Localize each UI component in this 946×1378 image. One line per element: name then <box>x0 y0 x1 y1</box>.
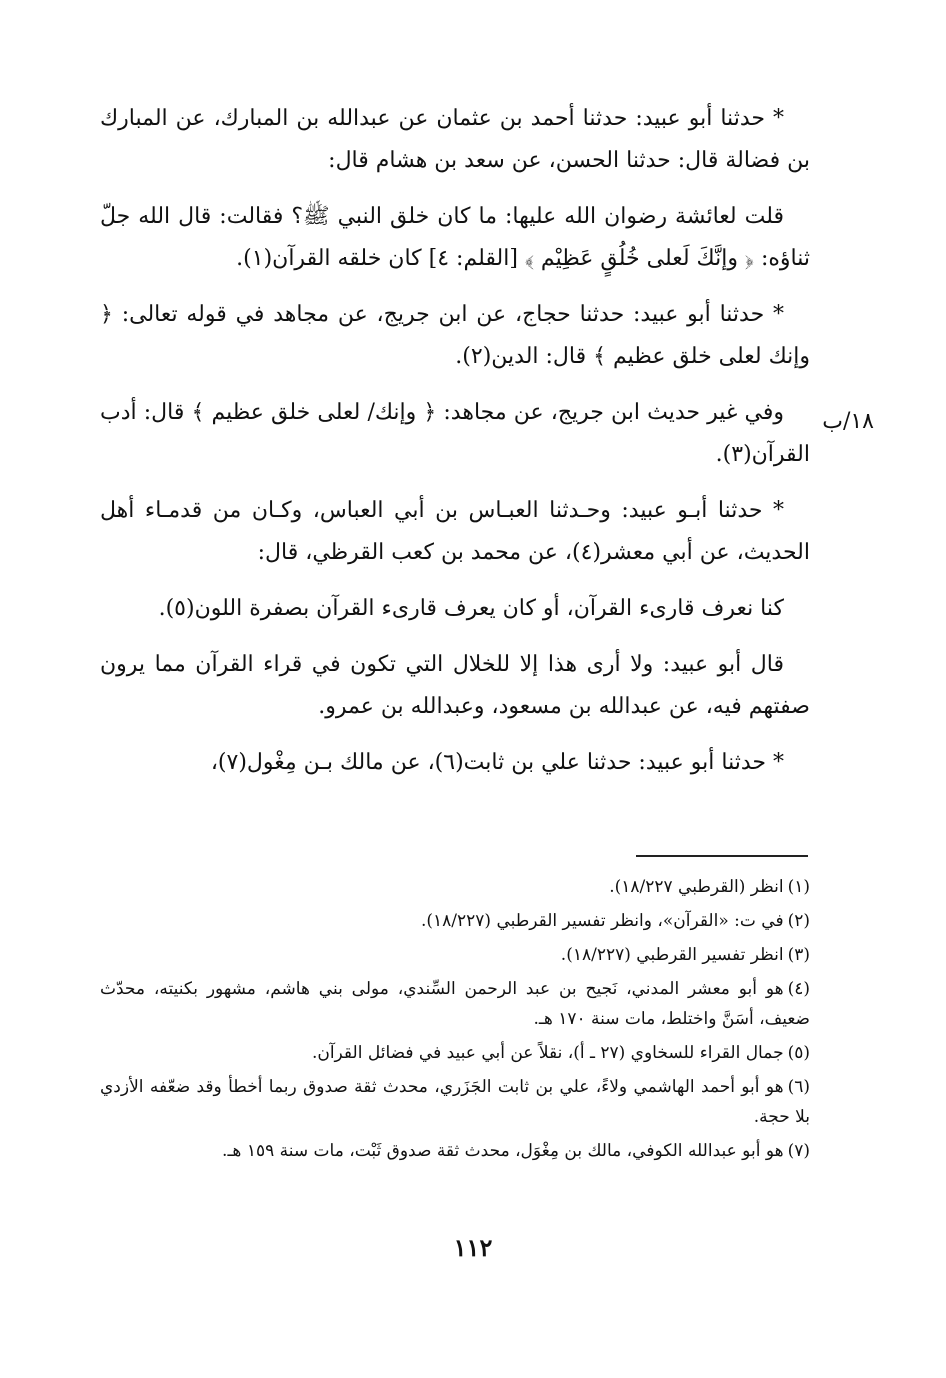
paragraph-4: وفي غير حديث ابن جريج، عن مجاهد: ﴿ وإنك/ لعلى خلق عظيم ﴾ قال: أدب القرآن(٣). <box>100 400 810 467</box>
main-text <box>100 98 810 784</box>
footnote-5 <box>100 1038 810 1068</box>
footnote-3 <box>100 940 810 970</box>
footnote-text: هو أبو عبدالله الكوفي، مالك بن مِغْوَل، محدث ثقة صدوق ثَبْت، مات سنة ١٥٩ هـ. <box>222 1141 784 1161</box>
footnotes <box>100 872 810 1166</box>
footnote-7 <box>100 1136 810 1166</box>
footnote-number: (٢) <box>787 911 810 931</box>
footnote-4 <box>100 974 810 1034</box>
footnote-text: هو أبو أحمد الهاشمي ولاءً، علي بن ثابت الجَزَري، محدث ثقة صدوق ربما أخطأ وقد ضعّفه الأزدي بلا حجة. <box>100 1077 810 1127</box>
footnote-text: انظر (القرطبي ١٨/٢٢٧). <box>609 877 784 897</box>
footnote-text: في ت: «القرآن»، وانظر تفسير القرطبي (١٨/٢٢٧). <box>420 911 784 931</box>
paragraph-3: * حدثنا أبو عبيد: حدثنا حجاج، عن ابن جريج، عن مجاهد في قوله تعالى: ﴿ وإنك لعلى خلق عظيم ﴾ قال: الدين(٢). <box>100 302 810 369</box>
page-number: ١١٢ <box>453 1233 493 1262</box>
footnote-1 <box>100 872 810 902</box>
footnote-6 <box>100 1072 810 1132</box>
paragraph-6: كنا نعرف قارىء القرآن، أو كان يعرف قارىء القرآن بصفرة اللون(٥). <box>158 596 784 621</box>
footnote-number: (٦) <box>787 1077 810 1097</box>
footnote-number: (١) <box>787 877 810 897</box>
footnote-number: (٤) <box>787 979 810 999</box>
paragraph-8: * حدثنا أبو عبيد: حدثنا علي بن ثابت(٦)، عن مالك بـن مِغْول(٧)، <box>210 750 784 775</box>
margin-folio-note: ١٨/ب <box>822 409 874 434</box>
footnote-divider <box>636 855 808 857</box>
footnote-text: انظر تفسير القرطبي (١٨/٢٢٧). <box>560 945 784 965</box>
footnote-text: هو أبو معشر المدني، نَجيح بن عبد الرحمن السِّندي، مولى بني هاشم، مشهور بكنيته، محدّث ضعيف، أسَنَّ واختلط، مات سنة ١٧٠ هـ. <box>100 979 810 1029</box>
footnote-number: (٧) <box>787 1141 810 1161</box>
paragraph-1: * حدثنا أبو عبيد: حدثنا أحمد بن عثمان عن عبدالله بن المبارك، عن المبارك بن فضالة قال: حدثنا الحسن، عن سعد بن هشام قال: <box>100 106 810 173</box>
footnote-number: (٣) <box>787 945 810 965</box>
footnote-number: (٥) <box>787 1043 810 1063</box>
paragraph-7: قال أبو عبيد: ولا أرى هذا إلا للخلال التي تكون في قراء القرآن مما يرون صفتهم فيه، عن عبدالله بن مسعود، وعبدالله بن عمرو. <box>100 652 810 719</box>
paragraph-5: * حدثنا أبـو عبيد: وحـدثنا العبـاس بن أبي العباس، وكـان من قدمـاء أهل الحديث، عن أبي معشر(٤)، عن محمد بن كعب القرظي، قال: <box>100 498 810 565</box>
footnote-text: جمال القراء للسخاوي (٢٧ ـ أ)، نقلاً عن أبي عبيد في فضائل القرآن. <box>311 1043 784 1063</box>
footnote-2 <box>100 906 810 936</box>
paragraph-2: قلت لعائشة رضوان الله عليها: ما كان خلق النبي ﷺ؟ فقالت: قال الله جلّ ثناؤه: ﴿ وإنَّكَ لَعلى خُلُقٍ عَظِيْم ﴾ [القلم: ٤] كان خلقه القرآن(١). <box>100 204 810 271</box>
